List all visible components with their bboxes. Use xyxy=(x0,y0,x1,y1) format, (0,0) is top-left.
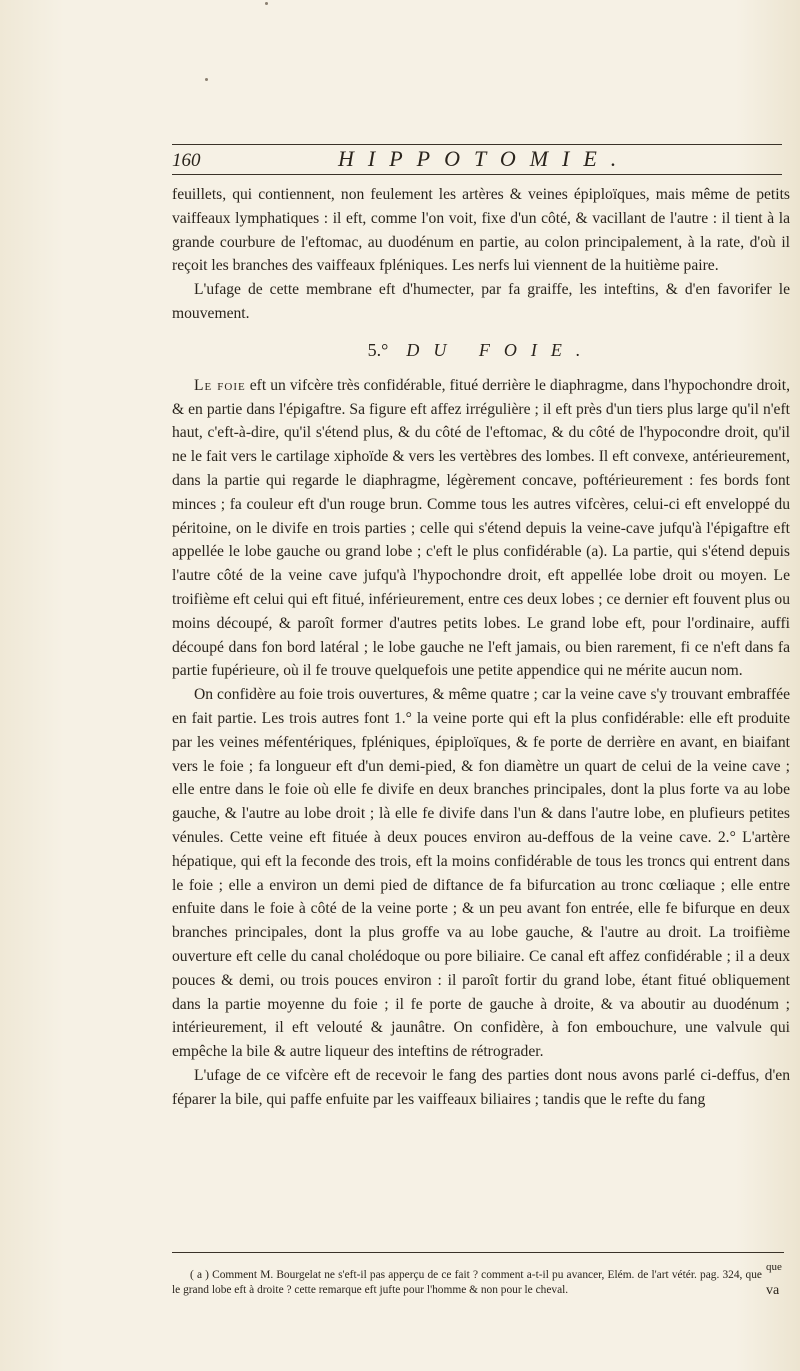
section-heading xyxy=(172,337,790,363)
header-top-rule xyxy=(172,144,782,145)
page-header xyxy=(172,136,782,176)
paragraph-liver-use: L'ufage de ce vifcère eft de recevoir le fang des parties dont nous avons parlé ci-deffus, d'en féparer la bile, qui paffe enfuite par les vaiffeaux biliaires ; tandis que le refte du fang xyxy=(172,1066,790,1108)
section-number: 5.° xyxy=(367,339,389,360)
paragraph-omentum-continued: feuillets, qui contiennent, non feulement les artères & veines épiploïques, mais même de petits vaiffeaux lymphatiques : il eft, comme l'on voit, fixe d'un côté, & vacillant de l'autre : il tient à la grande courbure de l'eftomac, au duodénum en partie, au colon principalement, à la rate, d'où il reçoit les branches des vaiffeaux fpléniques. Les nerfs lui viennent de la huitième paire. xyxy=(172,186,790,275)
marginal-word: que xyxy=(766,1261,782,1273)
catchword: va xyxy=(766,1283,780,1298)
footnote-text: ( a ) Comment M. Bourgelat ne s'eft-il pas apperçu de ce fait ? comment a-t-il pu avancer, Elém. de l'art vétér. pag. 324, que le grand lobe eft à droite ? cette remarque eft jufte pour l'homme & non pour le cheval. xyxy=(172,1269,762,1296)
paper-speck xyxy=(265,2,268,5)
footnote-rule xyxy=(172,1252,784,1253)
paragraph-liver-text: eft un vifcère très confidérable, fitué derrière le diaphragme, dans l'hypochondre droit, & en partie dans l'épigaftre. Sa figure eft affez irrégulière ; il eft près d'un tiers plus large qu'il n'eft haut, c'eft-à-dire, qu'il s'étend plus, & du côté de l'eftomac, & du côté de l'hypocondre droit, qu'il ne le fait vers le cartilage xiphoïde & vers les vertèbres des lombes. Il eft convexe, antérieurement, dans la partie qui regarde le diaphragme, légèrement concave, poftérieurement : fes bords font minces ; fa couleur eft d'un rouge brun. Comme tous les autres vifcères, celui-ci eft enveloppé du péritoine, on le divife en trois parties ; celle qui s'étend depuis la veine-cave jufqu'à l'épigaftre eft appellée le lobe gauche ou grand lobe ; c'eft le plus confidérable (a). La partie, qui s'étend depuis l'autre côté de la veine cave jufqu'à l'hypochondre droit, eft appellée lobe droit ou moyen. Le troifième eft celui qui eft fitué, inférieurement, entre ces deux lobes ; ce dernier eft fouvent plus ou moins découpé, & paroît former d'autres petits lobes. Le grand lobe eft, pour l'ordinaire, auffi découpé dans fon bord latéral ; le lobe gauche ne l'eft jamais, ou bien rarement, fi ce n'eft dans fa partie fupérieure, où il fe trouve quelquefois une petite appendice qui ne mérite aucun nom. xyxy=(172,376,790,680)
section-title: DU FOIE. xyxy=(406,339,595,360)
paragraph-liver-description xyxy=(172,374,790,683)
body-text xyxy=(172,183,790,1111)
paragraph-lead-word: Le foie xyxy=(194,376,246,394)
footnote xyxy=(172,1268,762,1297)
page-number: 160 xyxy=(172,150,201,171)
paragraph-omentum-use: L'ufage de cette membrane eft d'humecter, par fa graiffe, les inteftins, & d'en favorifer le mouvement. xyxy=(172,281,790,322)
header-bottom-rule xyxy=(172,174,782,175)
paper-speck xyxy=(205,78,208,81)
running-title: HIPPOTOMIE. xyxy=(338,146,631,171)
paragraph-liver-openings: On confidère au foie trois ouvertures, & même quatre ; car la veine cave s'y trouvant embraffée en fait partie. Les trois autres font 1.° la veine porte qui eft la plus confidérable: elle eft produite par les veines méfentériques, fpléniques, épiploïques, & fe porte de derrière en avant, en biaifant vers le foie ; fa longueur eft d'un demi-pied, & fon diamètre un quart de celui de la veine cave ; elle entre dans le foie où elle fe divife en deux branches principales, dont la plus forte va au lobe gauche, & l'autre au lobe droit ; là elle fe divife dans l'un & dans l'autre lobe, en plufieurs petites vénules. Cette veine eft fituée à deux pouces environ au-deffous de la veine cave. 2.° L'artère hépatique, qui eft la feconde des trois, eft la moins confidérable de tous les troncs qui entrent dans le foie ; elle a environ un demi pied de diftance de fa bifurcation au tronc cœliaque ; elle entre enfuite dans le foie à côté de la veine porte ; & un peu avant fon entrée, elle fe bifurque en deux branches principales, dont la plus groffe va au lobe gauche, & l'autre au droit. La troifième ouverture eft celle du canal cholédoque ou pore biliaire. Ce canal eft affez confidérable ; il a deux pouces & demi, ou trois pouces environ : il paroît fortir du grand lobe, étant fitué obliquement dans la partie moyenne du foie ; il fe porte de gauche à droite, & va aboutir au duodénum ; intérieurement, il eft velouté & jaunâtre. On confidère, à fon embouchure, une valvule qui empêche la bile & autre liqueur des inteftins de rétrograder. xyxy=(172,686,790,1061)
